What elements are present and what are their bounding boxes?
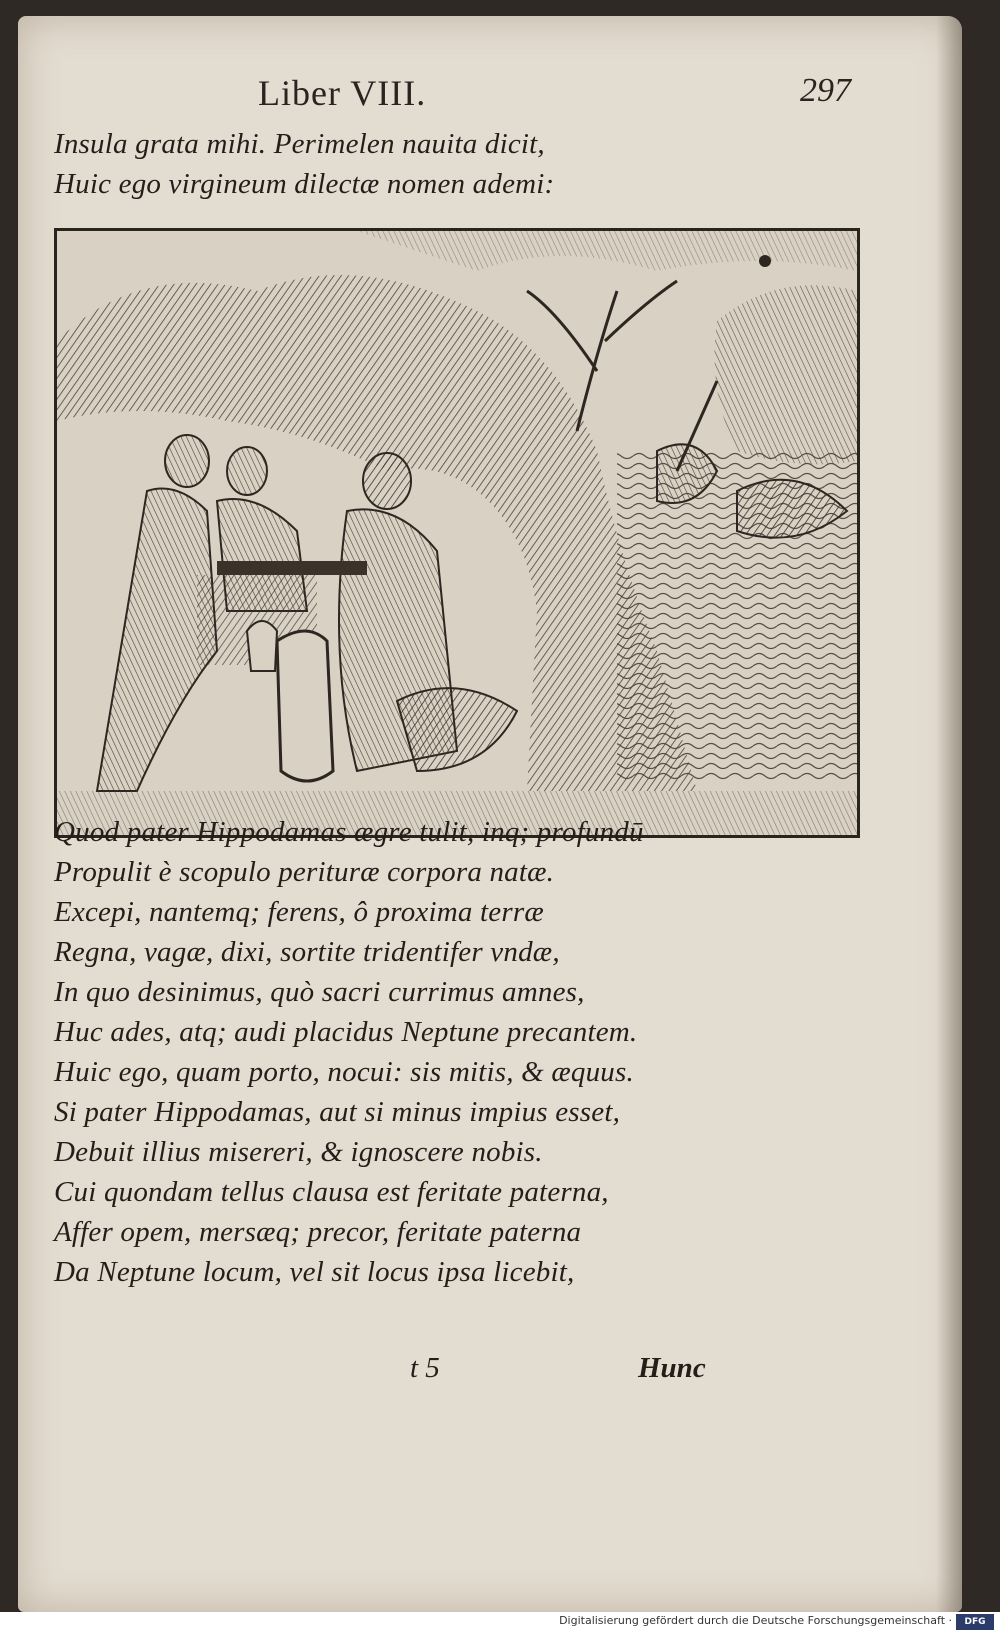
book-page: [18, 16, 962, 1612]
verse-line: Regna, vagæ, dixi, sortite tridentifer vndæ,: [54, 936, 560, 968]
verse-line: Affer opem, mersæq; precor, feritate paterna: [54, 1216, 582, 1248]
verse-line: Si pater Hippodamas, aut si minus impius esset,: [54, 1096, 621, 1128]
verse-line: In quo desinimus, quò sacri currimus amnes,: [54, 976, 585, 1008]
signature-mark: t 5: [410, 1352, 440, 1384]
verse-line: Excepi, nantemq; ferens, ô proxima terræ: [54, 896, 544, 928]
page-number: 297: [800, 72, 851, 109]
verse-line: Da Neptune locum, vel sit locus ipsa licebit,: [54, 1256, 575, 1288]
footer-bar: [0, 1612, 1000, 1632]
catchword: Hunc: [638, 1352, 706, 1384]
running-head: Liber VIII.: [258, 73, 427, 113]
verse-line: Quod pater Hippodamas ægre tulit, inq; profundū: [54, 816, 644, 848]
verse-line: Huc ades, atq; audi placidus Neptune precantem.: [54, 1016, 638, 1048]
verse-line: Huic ego, quam porto, nocui: sis mitis, & æquus.: [54, 1056, 634, 1088]
woodcut-drawing: [57, 231, 857, 835]
verse-line: Insula grata mihi. Perimelen nauita dicit,: [54, 128, 545, 160]
dfg-logo: DFG: [956, 1614, 994, 1630]
woodcut-illustration: [54, 228, 860, 838]
verse-line: Propulit è scopulo perituræ corpora natæ.: [54, 856, 555, 888]
verse-line: Debuit illius misereri, & ignoscere nobis.: [54, 1136, 543, 1168]
funding-credit: Digitalisierung gefördert durch die Deutsche Forschungsgemeinschaft ·: [559, 1614, 952, 1627]
verse-line: Cui quondam tellus clausa est feritate paterna,: [54, 1176, 609, 1208]
verse-line: Huic ego virgineum dilectæ nomen ademi:: [54, 168, 555, 200]
